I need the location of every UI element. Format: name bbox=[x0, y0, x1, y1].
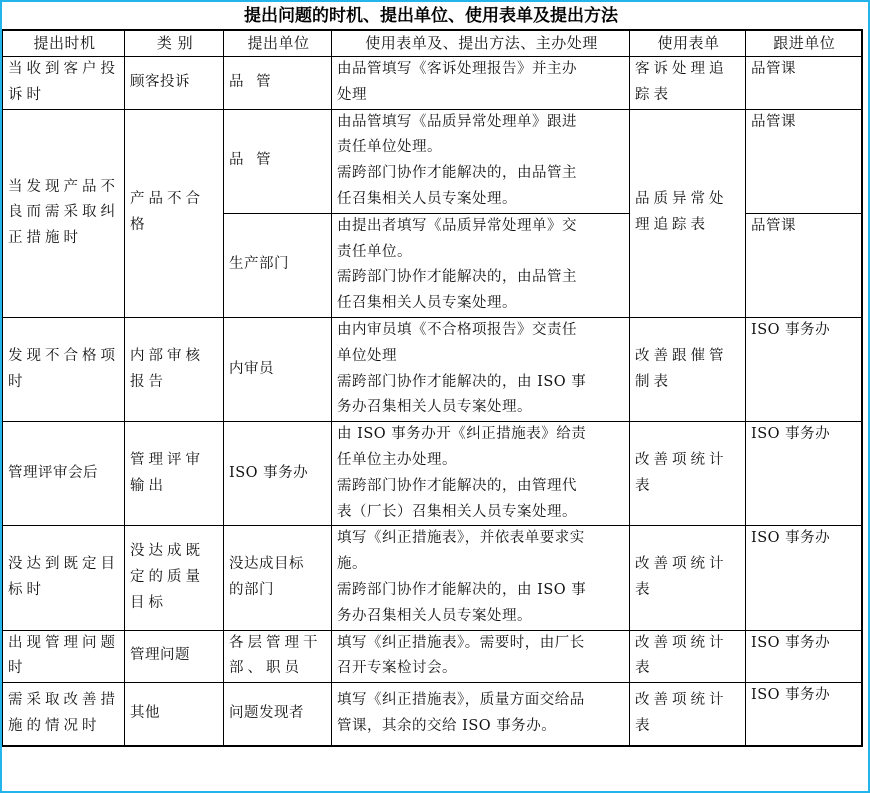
cell-method: 由 ISO 事务办开《纠正措施表》给责 任单位主办处理。 需跨部门协作才能解决的，由管理代 表（厂长）召集相关人员专案处理。 bbox=[332, 422, 630, 526]
cell-method: 由品管填写《品质异常处理单》跟进 责任单位处理。 需跨部门协作才能解决的，由品管主 任召集相关人员专案处理。 bbox=[332, 109, 630, 213]
cell-timing: 出现管理问题 时 bbox=[3, 630, 125, 683]
cell-unit: 没达成目标 的部门 bbox=[224, 526, 332, 630]
header-unit: 提出单位 bbox=[224, 30, 332, 57]
table-row bbox=[3, 317, 862, 421]
cell-category: 管理评审 输出 bbox=[125, 422, 224, 526]
cell-follow: 品管课 bbox=[746, 57, 862, 110]
header-timing: 提出时机 bbox=[3, 30, 125, 57]
cell-unit: ISO 事务办 bbox=[224, 422, 332, 526]
cell-form: 改善跟催管 制表 bbox=[630, 317, 746, 421]
table-row bbox=[3, 109, 862, 213]
cell-follow: ISO 事务办 bbox=[746, 683, 862, 746]
cell-unit: 各层管理干 部、职员 bbox=[224, 630, 332, 683]
cell-form: 改善项统计 表 bbox=[630, 630, 746, 683]
cell-follow: ISO 事务办 bbox=[746, 317, 862, 421]
cell-method: 填写《纠正措施表》。需要时，由厂长 召开专案检讨会。 bbox=[332, 630, 630, 683]
cell-follow: ISO 事务办 bbox=[746, 422, 862, 526]
cell-method: 由品管填写《客诉处理报告》并主办 处理 bbox=[332, 57, 630, 110]
cell-category: 没达成既 定的质量 目标 bbox=[125, 526, 224, 630]
cell-method: 由内审员填《不合格项报告》交责任 单位处理 需跨部门协作才能解决的，由 ISO 事 务办召集相关人员专案处理。 bbox=[332, 317, 630, 421]
cell-timing: 需采取改善措 施的情况时 bbox=[3, 683, 125, 746]
header-method: 使用表单及、提出方法、主办处理 bbox=[332, 30, 630, 57]
header-form: 使用表单 bbox=[630, 30, 746, 57]
cell-method: 填写《纠正措施表》，质量方面交给品 管课，其余的交给 ISO 事务办。 bbox=[332, 683, 630, 746]
header-category: 类 别 bbox=[125, 30, 224, 57]
table-header-row bbox=[3, 30, 862, 57]
cell-unit: 内审员 bbox=[224, 317, 332, 421]
cell-form: 改善项统计 表 bbox=[630, 422, 746, 526]
cell-timing: 当收到客户投 诉时 bbox=[3, 57, 125, 110]
cell-category: 内部审核 报告 bbox=[125, 317, 224, 421]
cell-form: 客诉处理追 踪表 bbox=[630, 57, 746, 110]
table-row bbox=[3, 526, 862, 630]
cell-form: 品质异常处 理追踪表 bbox=[630, 109, 746, 317]
cell-category: 管理问题 bbox=[125, 630, 224, 683]
cell-timing: 发现不合格项 时 bbox=[3, 317, 125, 421]
cell-form: 改善项统计 表 bbox=[630, 683, 746, 746]
table-row bbox=[3, 57, 862, 110]
cell-unit: 生产部门 bbox=[224, 213, 332, 317]
table-row bbox=[3, 683, 862, 746]
header-follow: 跟进单位 bbox=[746, 30, 862, 57]
table-row bbox=[3, 422, 862, 526]
cell-follow: 品管课 bbox=[746, 109, 862, 213]
cell-unit: 品 管 bbox=[224, 57, 332, 110]
cell-method: 由提出者填写《品质异常处理单》交 责任单位。 需跨部门协作才能解决的，由品管主 任召集相关人员专案处理。 bbox=[332, 213, 630, 317]
cell-timing: 没达到既定目 标时 bbox=[3, 526, 125, 630]
document-title: 提出问题的时机、提出单位、使用表单及提出方法 bbox=[244, 6, 618, 26]
cell-timing: 当发现产品不 良而需采取纠 正措施时 bbox=[3, 109, 125, 317]
cell-timing: 管理评审会后 bbox=[3, 422, 125, 526]
cell-form: 改善项统计 表 bbox=[630, 526, 746, 630]
cell-follow: 品管课 bbox=[746, 213, 862, 317]
cell-category: 顾客投诉 bbox=[125, 57, 224, 110]
cell-follow: ISO 事务办 bbox=[746, 630, 862, 683]
cell-category: 其他 bbox=[125, 683, 224, 746]
issue-procedure-table bbox=[2, 29, 863, 747]
cell-unit: 品 管 bbox=[224, 109, 332, 213]
cell-category: 产品不合 格 bbox=[125, 109, 224, 317]
cell-follow: ISO 事务办 bbox=[746, 526, 862, 630]
cell-unit: 问题发现者 bbox=[224, 683, 332, 746]
table-row bbox=[3, 630, 862, 683]
cell-method: 填写《纠正措施表》，并依表单要求实 施。 需跨部门协作才能解决的，由 ISO 事 务办召集相关人员专案处理。 bbox=[332, 526, 630, 630]
